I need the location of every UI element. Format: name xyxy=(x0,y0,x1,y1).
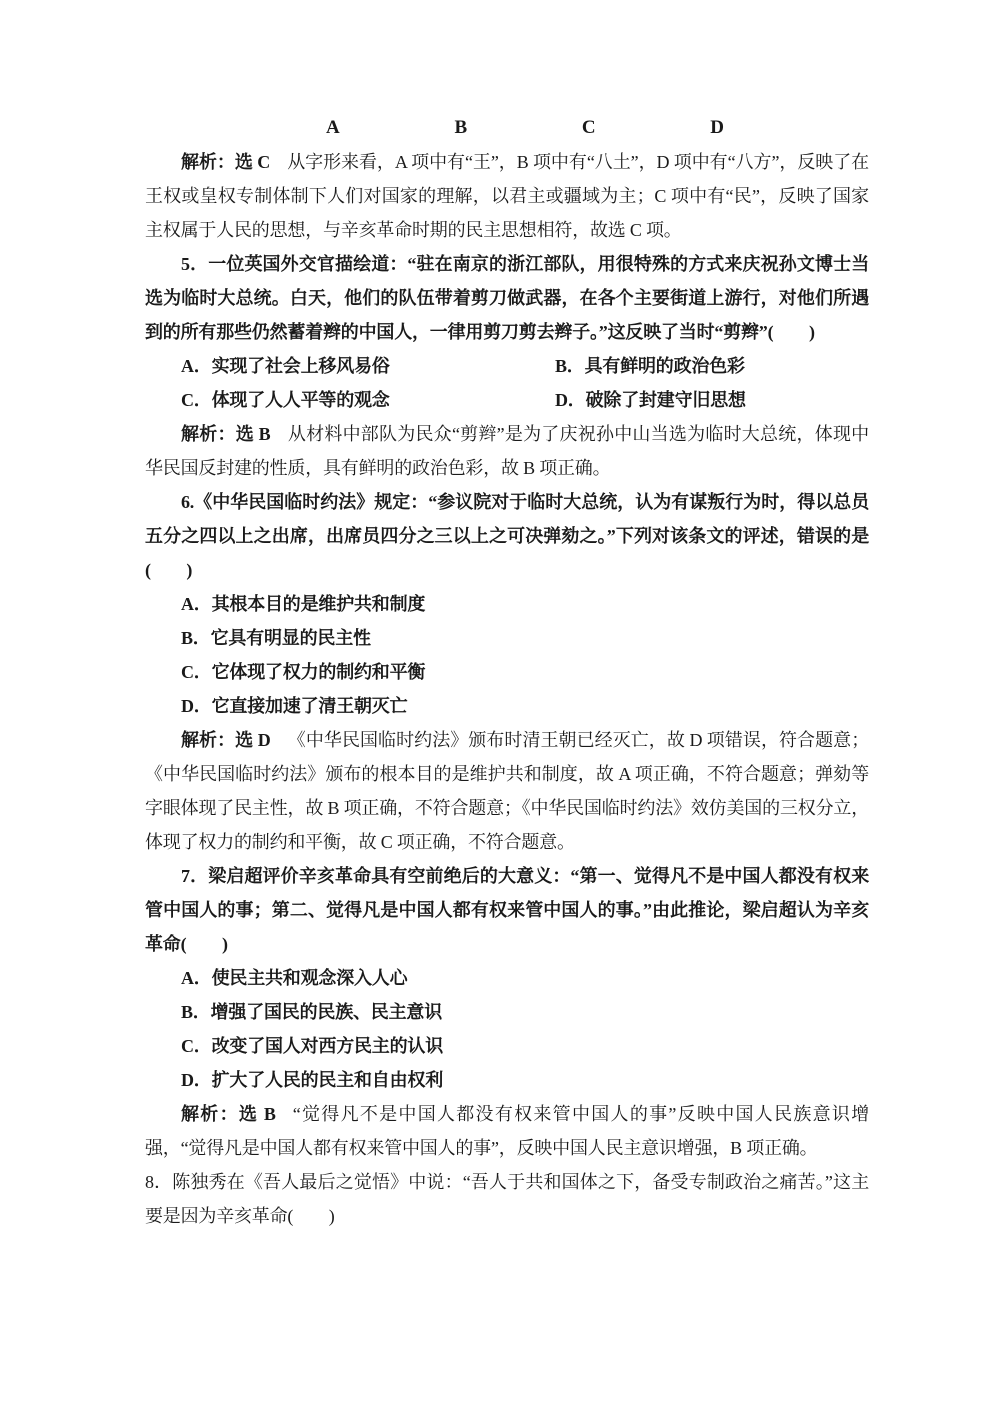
figure-label-b: B xyxy=(454,117,468,138)
q5-option-d: D．破除了封建守旧思想 xyxy=(555,390,746,410)
q7-analysis-label: 解析： xyxy=(181,1104,239,1124)
q7-analysis-answer: 选 B xyxy=(238,1104,276,1124)
q5-options-row-ab xyxy=(145,349,869,383)
q7-stem: 7．梁启超评价辛亥革命具有空前绝后的大意义：“第一、觉得凡不是中国人都没有权来管中国人的事；第二、觉得凡是中国人都有权来管中国人的事。”由此推论，梁启超认为辛亥革命( ) xyxy=(145,866,869,954)
q7-option-c: C．改变了国人对西方民主的认识 xyxy=(181,1036,443,1056)
q8-stem: 8．陈独秀在《吾人最后之觉悟》中说：“吾人于共和国体之下，备受专制政治之痛苦。”这主要是因为辛亥革命( ) xyxy=(145,1172,869,1226)
document-content xyxy=(145,111,869,1233)
q6-option-d: D．它直接加速了清王朝灭亡 xyxy=(181,696,408,716)
q5-analysis-answer: 选 B xyxy=(235,424,271,444)
q5-option-c: C．体现了人人平等的观念 xyxy=(181,390,390,410)
q7-analysis-paragraph xyxy=(145,1097,869,1165)
q7-option-d: D．扩大了人民的民主和自由权利 xyxy=(181,1070,443,1090)
q4-analysis-text: 从字形来看，A 项中有“王”，B 项中有“八土”，D 项中有“八方”，反映了在王权或皇权专制体制下人们对国家的理解，以君主或疆域为主；C 项中有“民”，反映了国家主权属于人民的思想，与辛亥革命时期的民主思想相符，故选 C 项。 xyxy=(145,152,869,240)
q6-option-b: B．它具有明显的民主性 xyxy=(181,628,371,648)
q6-analysis-text: 《中华民国临时约法》颁布时清王朝已经灭亡，故 D 项错误，符合题意；《中华民国临时约法》颁布的根本目的是维护共和制度，故 A 项正确，不符合题意；弹劾等字眼体现了民主性，故 B 项正确，不符合题意；《中华民国临时约法》效仿美国的三权分立，体现了权力的制约和平衡，故 C 项正确，不符合题意。 xyxy=(145,730,869,852)
q6-analysis-paragraph xyxy=(145,723,869,859)
q5-analysis-label: 解析： xyxy=(181,424,236,444)
figure-label-a: A xyxy=(326,117,340,138)
q5-option-b: B．具有鲜明的政治色彩 xyxy=(555,356,745,376)
q5-options-row-cd xyxy=(145,383,869,417)
q6-analysis-answer: 选 D xyxy=(235,730,271,750)
q6-option-a: A．其根本目的是维护共和制度 xyxy=(181,594,426,614)
q6-stem: 6.《中华民国临时约法》规定：“参议院对于临时大总统，认为有谋叛行为时，得以总员五分之四以上之出席，出席员四分之三以上之可决弹劾之。”下列对该条文的评述，错误的是( ) xyxy=(145,492,869,580)
figure-label-d: D xyxy=(710,117,724,138)
q5-analysis-text: 从材料中部队为民众“剪辫”是为了庆祝孙中山当选为临时大总统，体现中华民国反封建的性质，具有鲜明的政治色彩，故 B 项正确。 xyxy=(145,424,869,478)
q6-option-c: C．它体现了权力的制约和平衡 xyxy=(181,662,426,682)
q6-analysis-label: 解析： xyxy=(181,730,236,750)
figure-answer-labels xyxy=(326,111,724,145)
q7-analysis-text: “觉得凡不是中国人都没有权来管中国人的事”反映中国人民族意识增强，“觉得凡是中国人都有权来管中国人的事”，反映中国人民主意识增强，B 项正确。 xyxy=(145,1104,870,1158)
q7-option-b: B．增强了国民的民族、民主意识 xyxy=(181,1002,443,1022)
figure-label-c: C xyxy=(581,117,596,138)
q4-analysis-paragraph xyxy=(145,145,869,247)
q4-analysis-label: 解析： xyxy=(181,152,235,172)
q5-option-a: A．实现了社会上移风易俗 xyxy=(181,356,390,376)
q7-option-a: A．使民主共和观念深入人心 xyxy=(181,968,408,988)
q4-analysis-answer: 选 C xyxy=(234,152,271,172)
q5-stem: 5．一位英国外交官描绘道：“驻在南京的浙江部队，用很特殊的方式来庆祝孙文博士当选为临时大总统。白天，他们的队伍带着剪刀做武器，在各个主要街道上游行，对他们所遇到的所有那些仍然蓄着辫的中国人，一律用剪刀剪去辫子。”这反映了当时“剪辫”( ) xyxy=(145,254,869,342)
q5-analysis-paragraph xyxy=(145,417,869,485)
